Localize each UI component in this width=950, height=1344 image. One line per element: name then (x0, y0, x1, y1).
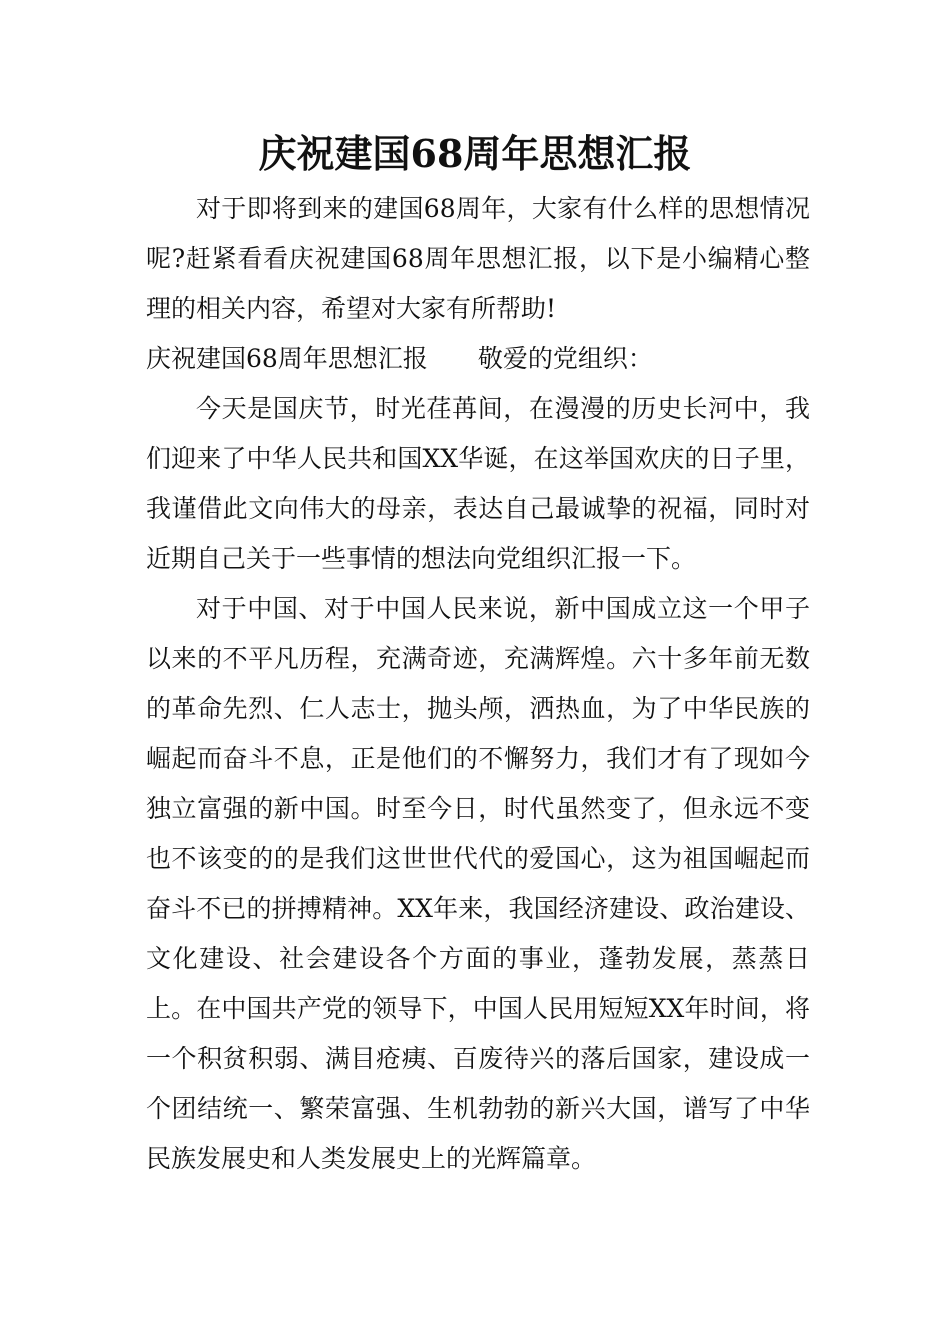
body-paragraph-2: 对于中国、对于中国人民来说，新中国成立这一个甲子以来的不平凡历程，充满奇迹，充满辉煌。六十多年前无数的革命先烈、仁人志士，抛头颅，洒热血，为了中华民族的崛起而奋斗不息，正是他们的不懈努力，我们才有了现如今独立富强的新中国。时至今日，时代虽然变了，但永远不变也不该变的的是我们这世世代代的爱国心，这为祖国崛起而奋斗不已的拼搏精神。XX年来，我国经济建设、政治建设、文化建设、社会建设各个方面的事业，蓬勃发展，蒸蒸日上。在中国共产党的领导下，中国人民用短短XX年时间，将一个积贫积弱、满目疮痍、百废待兴的落后国家，建设成一个团结统一、繁荣富强、生机勃勃的新兴大国，谱写了中华民族发展史和人类发展史上的光辉篇章。 (146, 594, 810, 1173)
document-title: 庆祝建国68周年思想汇报 (258, 131, 692, 176)
subtitle-line (146, 334, 810, 384)
intro-paragraph: 对于即将到来的建国68周年，大家有什么样的思想情况呢?赶紧看看庆祝建国68周年思想汇报，以下是小编精心整理的相关内容，希望对大家有所帮助! (146, 194, 810, 323)
salutation-text: 敬爱的党组织： (477, 344, 653, 373)
document-body (146, 184, 810, 1184)
subtitle-text: 庆祝建国68周年思想汇报 (146, 344, 428, 373)
body-paragraph-1: 今天是国庆节，时光荏苒间，在漫漫的历史长河中，我们迎来了中华人民共和国XX华诞，在这举国欢庆的日子里，我谨借此文向伟大的母亲，表达自己最诚挚的祝福，同时对近期自己关于一些事情的想法向党组织汇报一下。 (146, 394, 810, 573)
